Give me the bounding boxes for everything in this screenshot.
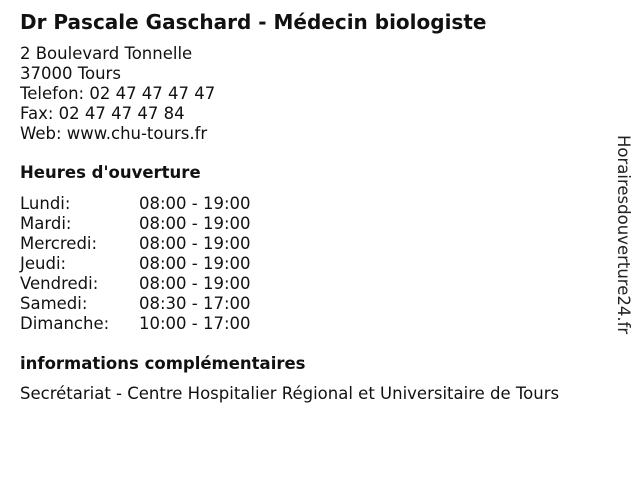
- day-label: Lundi:: [20, 194, 71, 213]
- day-label: Vendredi:: [20, 274, 99, 293]
- hours-row-thursday: [20, 254, 251, 274]
- additional-info-text: Secrétariat - Centre Hospitalier Régional et Universitaire de Tours: [20, 384, 560, 403]
- hours-row-monday: [20, 194, 251, 214]
- address-city: 37000 Tours: [20, 64, 121, 83]
- day-label: Dimanche:: [20, 314, 110, 333]
- fax-number: Fax: 02 47 47 47 84: [20, 104, 185, 123]
- page-title: Dr Pascale Gaschard - Médecin biologiste: [20, 10, 487, 34]
- hours-row-wednesday: [20, 234, 251, 254]
- time-range: 08:00 - 19:00: [139, 274, 251, 293]
- address-street: 2 Boulevard Tonnelle: [20, 44, 193, 63]
- day-label: Jeudi:: [20, 254, 67, 273]
- hours-row-friday: [20, 274, 251, 294]
- opening-hours-table: [20, 194, 251, 334]
- contact-block: [20, 44, 215, 144]
- time-range: 08:00 - 19:00: [139, 214, 251, 233]
- time-range: 08:30 - 17:00: [139, 294, 251, 313]
- hours-row-sunday: [20, 314, 251, 334]
- hours-row-saturday: [20, 294, 251, 314]
- watermark: [612, 135, 634, 371]
- day-label: Mardi:: [20, 214, 72, 233]
- day-label: Mercredi:: [20, 234, 98, 253]
- watermark-text: Horairesdouverture24.fr: [614, 135, 633, 335]
- website: Web: www.chu-tours.fr: [20, 124, 208, 143]
- time-range: 10:00 - 17:00: [139, 314, 251, 333]
- additional-info-heading: informations complémentaires: [20, 354, 306, 373]
- hours-row-tuesday: [20, 214, 251, 234]
- opening-hours-heading: Heures d'ouverture: [20, 163, 201, 182]
- time-range: 08:00 - 19:00: [139, 254, 251, 273]
- time-range: 08:00 - 19:00: [139, 194, 251, 213]
- day-label: Samedi:: [20, 294, 88, 313]
- time-range: 08:00 - 19:00: [139, 234, 251, 253]
- phone-number: Telefon: 02 47 47 47 47: [20, 84, 216, 103]
